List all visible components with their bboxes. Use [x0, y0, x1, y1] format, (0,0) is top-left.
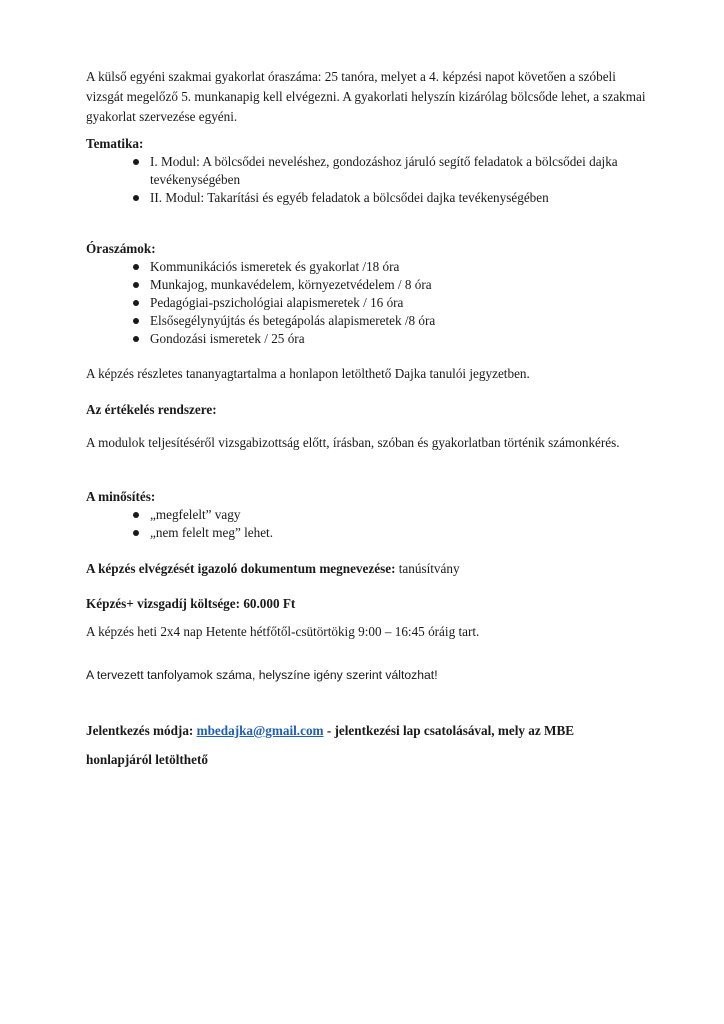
tananyag-paragraph: A képzés részletes tananyagtartalma a honlapon letölthető Dajka tanulói jegyzetben.	[86, 366, 530, 381]
oraszamok-section	[86, 240, 646, 348]
jelentkezes-line-2: honlapjáról letölthető	[86, 752, 208, 767]
list-item: Pedagógiai-pszichológiai alapismeretek / 16 óra	[86, 294, 646, 312]
minosites-section	[86, 488, 646, 542]
list-item: II. Modul: Takarítási és egyéb feladatok a bölcsődei dajka tevékenységében	[86, 189, 646, 207]
minosites-list	[86, 506, 646, 542]
list-item: I. Modul: A bölcsődei neveléshez, gondozáshoz járuló segítő feladatok a bölcsődei dajka tevékenységében	[86, 153, 646, 189]
tematika-heading: Tematika:	[86, 136, 144, 151]
megjegyzes-line: A tervezett tanfolyamok száma, helyszíne igény szerint változhat!	[86, 668, 438, 682]
dokumentum-value: tanúsítvány	[395, 561, 460, 576]
dokumentum-label: A képzés elvégzését igazoló dokumentum megnevezése:	[86, 561, 396, 576]
intro-paragraph: A külső egyéni szakmai gyakorlat óraszáma: 25 tanóra, melyet a 4. képzési napot követően a szóbeli vizsgát megelőző 5. munkanapig kell elvégezni. A gyakorlati helyszín kizárólag bölcsőde lehet, a szakmai gyakorlat szervezése egyéni.	[86, 69, 646, 124]
jelentkezes-line	[86, 722, 646, 740]
list-item: Gondozási ismeretek / 25 óra	[86, 330, 646, 348]
list-item: Elsősegélynyújtás és betegápolás alapismeretek /8 óra	[86, 312, 646, 330]
list-item: Kommunikációs ismeretek és gyakorlat /18 óra	[86, 258, 646, 276]
jelentkezes-label: Jelentkezés módja:	[86, 723, 197, 738]
list-item: Munkajog, munkavédelem, környezetvédelem / 8 óra	[86, 276, 646, 294]
ertekeles-heading: Az értékelés rendszere:	[86, 402, 217, 417]
tematika-list	[86, 153, 646, 207]
list-item: „nem felelt meg” lehet.	[86, 524, 646, 542]
oraszamok-list	[86, 258, 646, 348]
ertekeles-paragraph: A modulok teljesítéséről vizsgabizottság előtt, írásban, szóban és gyakorlatban történik számonkérés.	[86, 435, 620, 450]
oraszamok-heading: Óraszámok:	[86, 241, 156, 256]
email-link[interactable]: mbedajka@gmail.com	[196, 723, 324, 738]
dokumentum-line	[86, 560, 646, 578]
idopont-line: A képzés heti 2x4 nap Hetente hétfőtől-csütörtökig 9:00 – 16:45 óráig tart.	[86, 624, 480, 639]
koltseg-line: Képzés+ vizsgadíj költsége: 60.000 Ft	[86, 596, 296, 611]
list-item: „megfelelt” vagy	[86, 506, 646, 524]
tematika-section	[86, 135, 646, 207]
jelentkezes-rest: - jelentkezési lap csatolásával, mely az MBE	[323, 723, 575, 738]
minosites-heading: A minősítés:	[86, 489, 156, 504]
